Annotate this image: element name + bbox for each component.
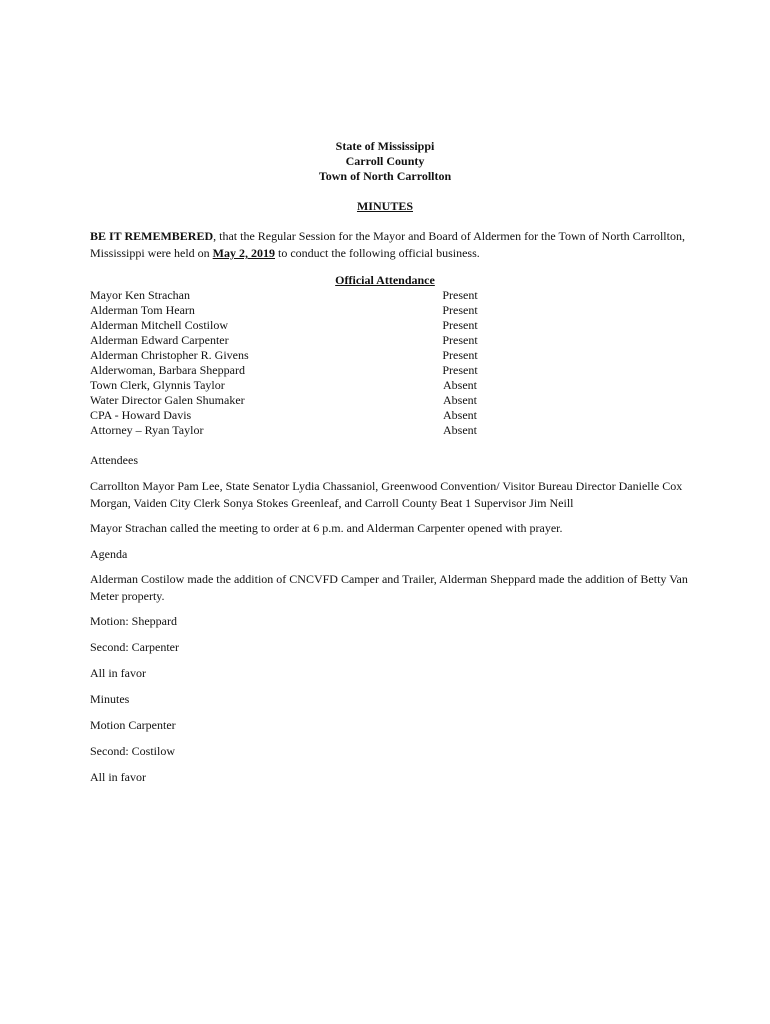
attendance-status: Absent xyxy=(443,408,477,422)
motion-2: Motion Carpenter xyxy=(90,718,176,732)
attendees-heading: Attendees xyxy=(90,453,138,467)
attendee-name: CPA - Howard Davis xyxy=(90,408,192,422)
header-county: Carroll County xyxy=(345,154,425,168)
header-town: Town of North Carrollton xyxy=(318,169,452,183)
attendance-row xyxy=(90,378,570,393)
meeting-date: May 2, 2019 xyxy=(212,246,275,260)
all-in-favor-1: All in favor xyxy=(90,666,146,680)
attendance-status: Present xyxy=(442,288,478,302)
attendee-name: Mayor Ken Strachan xyxy=(90,288,190,302)
attendance-row xyxy=(90,303,570,318)
intro-lead: BE IT REMEMBERED xyxy=(90,229,214,243)
attendee-name: Alderman Edward Carpenter xyxy=(90,333,229,347)
attendee-name: Alderwoman, Barbara Sheppard xyxy=(90,363,245,377)
attendee-name: Water Director Galen Shumaker xyxy=(90,393,245,407)
second-2: Second: Costilow xyxy=(90,744,176,758)
attendance-status: Present xyxy=(442,348,478,362)
attendance-list xyxy=(90,288,570,438)
attendee-name: Attorney – Ryan Taylor xyxy=(90,423,204,437)
attendance-status: Absent xyxy=(443,378,477,392)
attendee-name: Alderman Christopher R. Givens xyxy=(90,348,249,362)
attendance-row xyxy=(90,288,570,303)
intro-paragraph xyxy=(90,228,690,262)
attendance-row xyxy=(90,318,570,333)
attendance-row xyxy=(90,333,570,348)
attendance-row xyxy=(90,423,570,438)
attendance-row xyxy=(90,393,570,408)
intro-text-1: , that the Regular Session for the Mayor and Board of Aldermen for the Town of North Carrollton, Mississippi were held on xyxy=(90,229,685,260)
all-in-favor-2: All in favor xyxy=(90,770,146,784)
minutes-heading: Minutes xyxy=(90,692,130,706)
attendance-status: Absent xyxy=(443,423,477,437)
call-to-order-paragraph: Mayor Strachan called the meeting to order at 6 p.m. and Alderman Carpenter opened with prayer. xyxy=(90,521,563,535)
attendance-status: Present xyxy=(442,363,478,377)
attendance-title: Official Attendance xyxy=(335,273,435,287)
agenda-heading: Agenda xyxy=(90,547,128,561)
attendee-name: Town Clerk, Glynnis Taylor xyxy=(90,378,225,392)
attendees-paragraph: Carrollton Mayor Pam Lee, State Senator Lydia Chassaniol, Greenwood Convention/ Visitor Bureau Director Danielle Cox Morgan, Vaiden City Clerk Sonya Stokes Greenleaf, and Carroll County Beat 1 Supervisor Jim Neill xyxy=(90,479,683,510)
header-state: State of Mississippi xyxy=(335,139,435,153)
attendance-status: Present xyxy=(442,318,478,332)
motion-1: Motion: Sheppard xyxy=(90,614,177,628)
attendance-row xyxy=(90,363,570,378)
intro-text-2: to conduct the following official business. xyxy=(275,246,480,260)
minutes-title: MINUTES xyxy=(356,199,413,213)
document-header xyxy=(0,139,770,184)
attendance-row xyxy=(90,348,570,363)
attendee-name: Alderman Tom Hearn xyxy=(90,303,195,317)
attendance-status: Absent xyxy=(443,393,477,407)
second-1: Second: Carpenter xyxy=(90,640,179,654)
attendance-status: Present xyxy=(442,333,478,347)
attendance-row xyxy=(90,408,570,423)
attendance-status: Present xyxy=(442,303,478,317)
agenda-paragraph: Alderman Costilow made the addition of CNCVFD Camper and Trailer, Alderman Sheppard made the addition of Betty Van Meter property. xyxy=(90,572,688,603)
attendee-name: Alderman Mitchell Costilow xyxy=(90,318,228,332)
